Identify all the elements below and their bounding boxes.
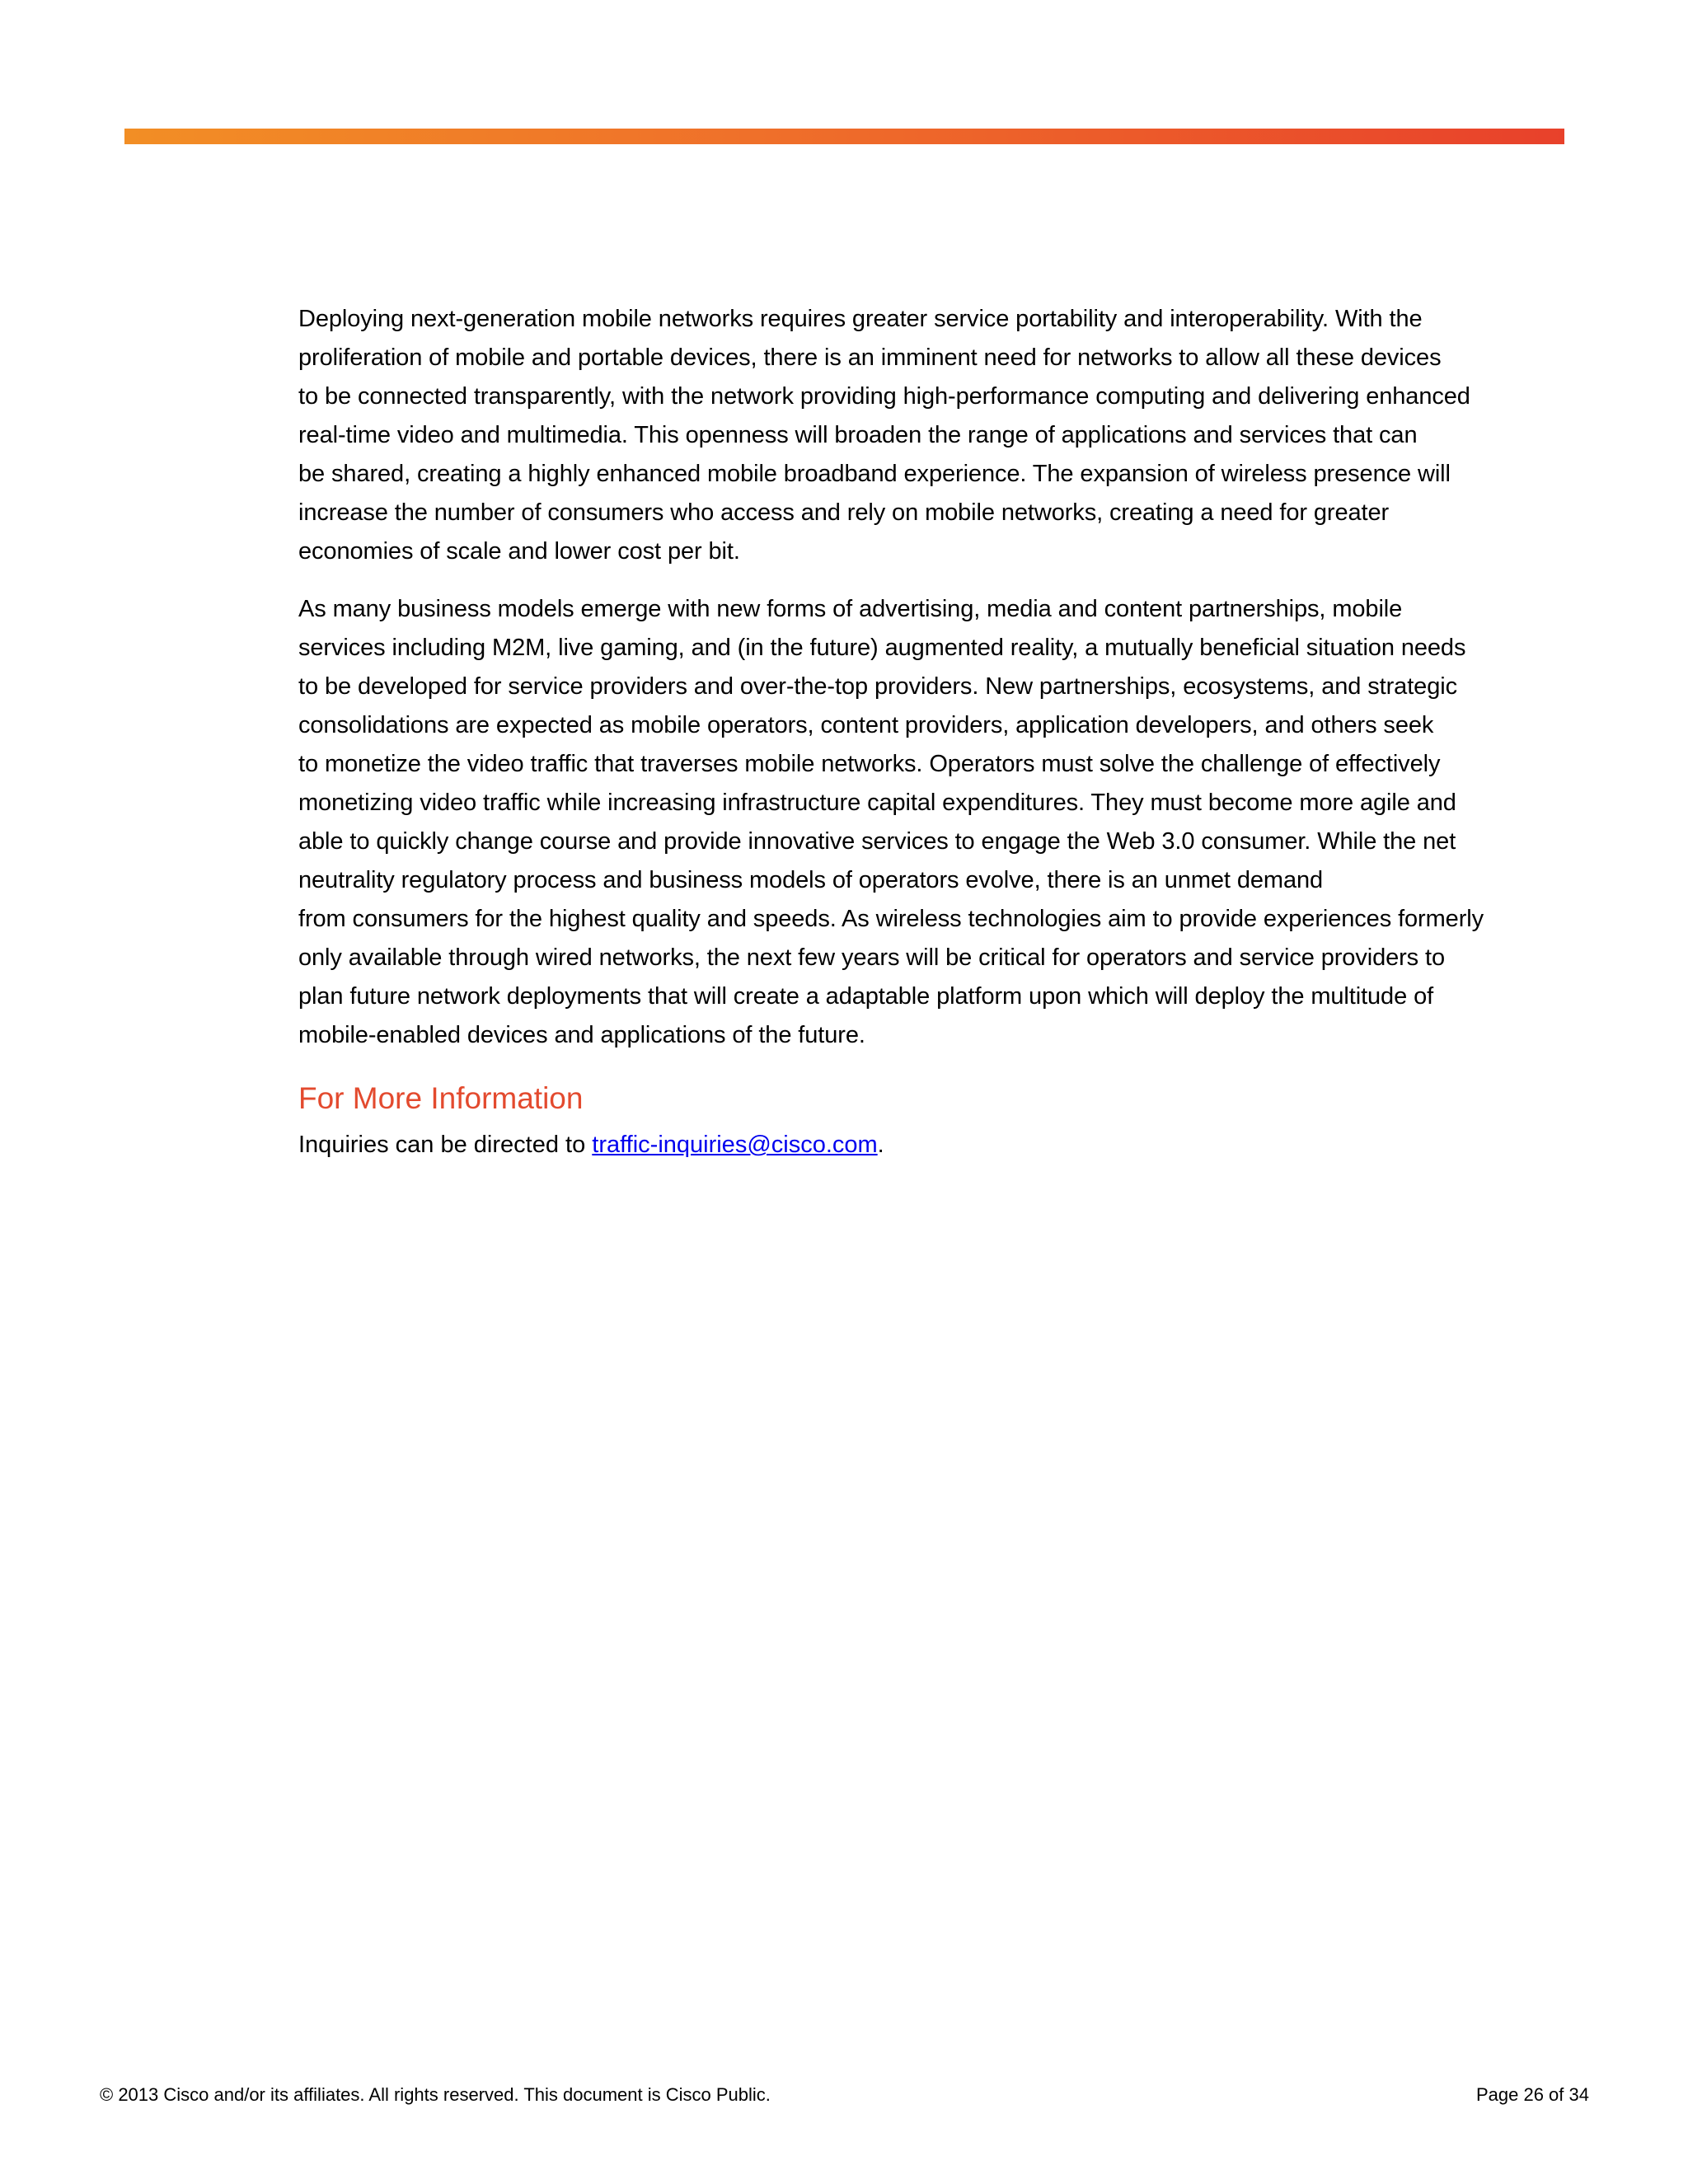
text-line: real-time video and multimedia. This openness will broaden the range of applications and services that can [298, 422, 1418, 448]
inquiry-prefix: Inquiries can be directed to [298, 1132, 593, 1158]
text-line: monetizing video traffic while increasing infrastructure capital expenditures. They must become more agile and [298, 790, 1456, 816]
text-line: to be developed for service providers and over-the-top providers. New partnerships, ecosystems, and strategic [298, 673, 1457, 700]
header-accent-bar [124, 129, 1564, 144]
inquiry-suffix: . [877, 1132, 884, 1158]
paragraph-1 [298, 300, 1568, 571]
text-line: Deploying next-generation mobile networks requires greater service portability and interoperability. With the [298, 306, 1423, 332]
document-body [298, 300, 1568, 1165]
inquiry-text [298, 1126, 1568, 1165]
text-line: As many business models emerge with new forms of advertising, media and content partnerships, mobile [298, 596, 1403, 622]
text-line: proliferation of mobile and portable devices, there is an imminent need for networks to allow all these devices [298, 344, 1442, 371]
text-line: to be connected transparently, with the network providing high-performance computing and delivering enhanced [298, 383, 1470, 410]
text-line: mobile-enabled devices and applications of the future. [298, 1022, 865, 1048]
footer-copyright: © 2013 Cisco and/or its affiliates. All rights reserved. This document is Cisco Public. [100, 2084, 771, 2105]
text-line: increase the number of consumers who access and rely on mobile networks, creating a need for greater [298, 499, 1390, 526]
text-line: services including M2M, live gaming, and (in the future) augmented reality, a mutually beneficial situation needs [298, 635, 1466, 661]
text-line: economies of scale and lower cost per bit. [298, 538, 740, 565]
text-line: plan future network deployments that will create a adaptable platform upon which will deploy the multitude of [298, 983, 1434, 1010]
paragraph-2 [298, 590, 1568, 1055]
section-heading: For More Information [298, 1081, 584, 1115]
text-line: to monetize the video traffic that traverses mobile networks. Operators must solve the challenge of effectively [298, 751, 1441, 777]
text-line: from consumers for the highest quality and speeds. As wireless technologies aim to provide experiences formerly [298, 906, 1484, 932]
text-line: be shared, creating a highly enhanced mobile broadband experience. The expansion of wireless presence will [298, 461, 1451, 487]
text-line: able to quickly change course and provide innovative services to engage the Web 3.0 consumer. While the net [298, 828, 1456, 855]
email-link[interactable]: traffic-inquiries@cisco.com [592, 1132, 878, 1158]
text-line: only available through wired networks, the next few years will be critical for operators and service providers to [298, 944, 1446, 971]
text-line: neutrality regulatory process and business models of operators evolve, there is an unmet demand [298, 867, 1324, 893]
text-line: consolidations are expected as mobile operators, content providers, application developers, and others seek [298, 712, 1434, 738]
footer-page-number: Page 26 of 34 [1475, 2084, 1589, 2105]
